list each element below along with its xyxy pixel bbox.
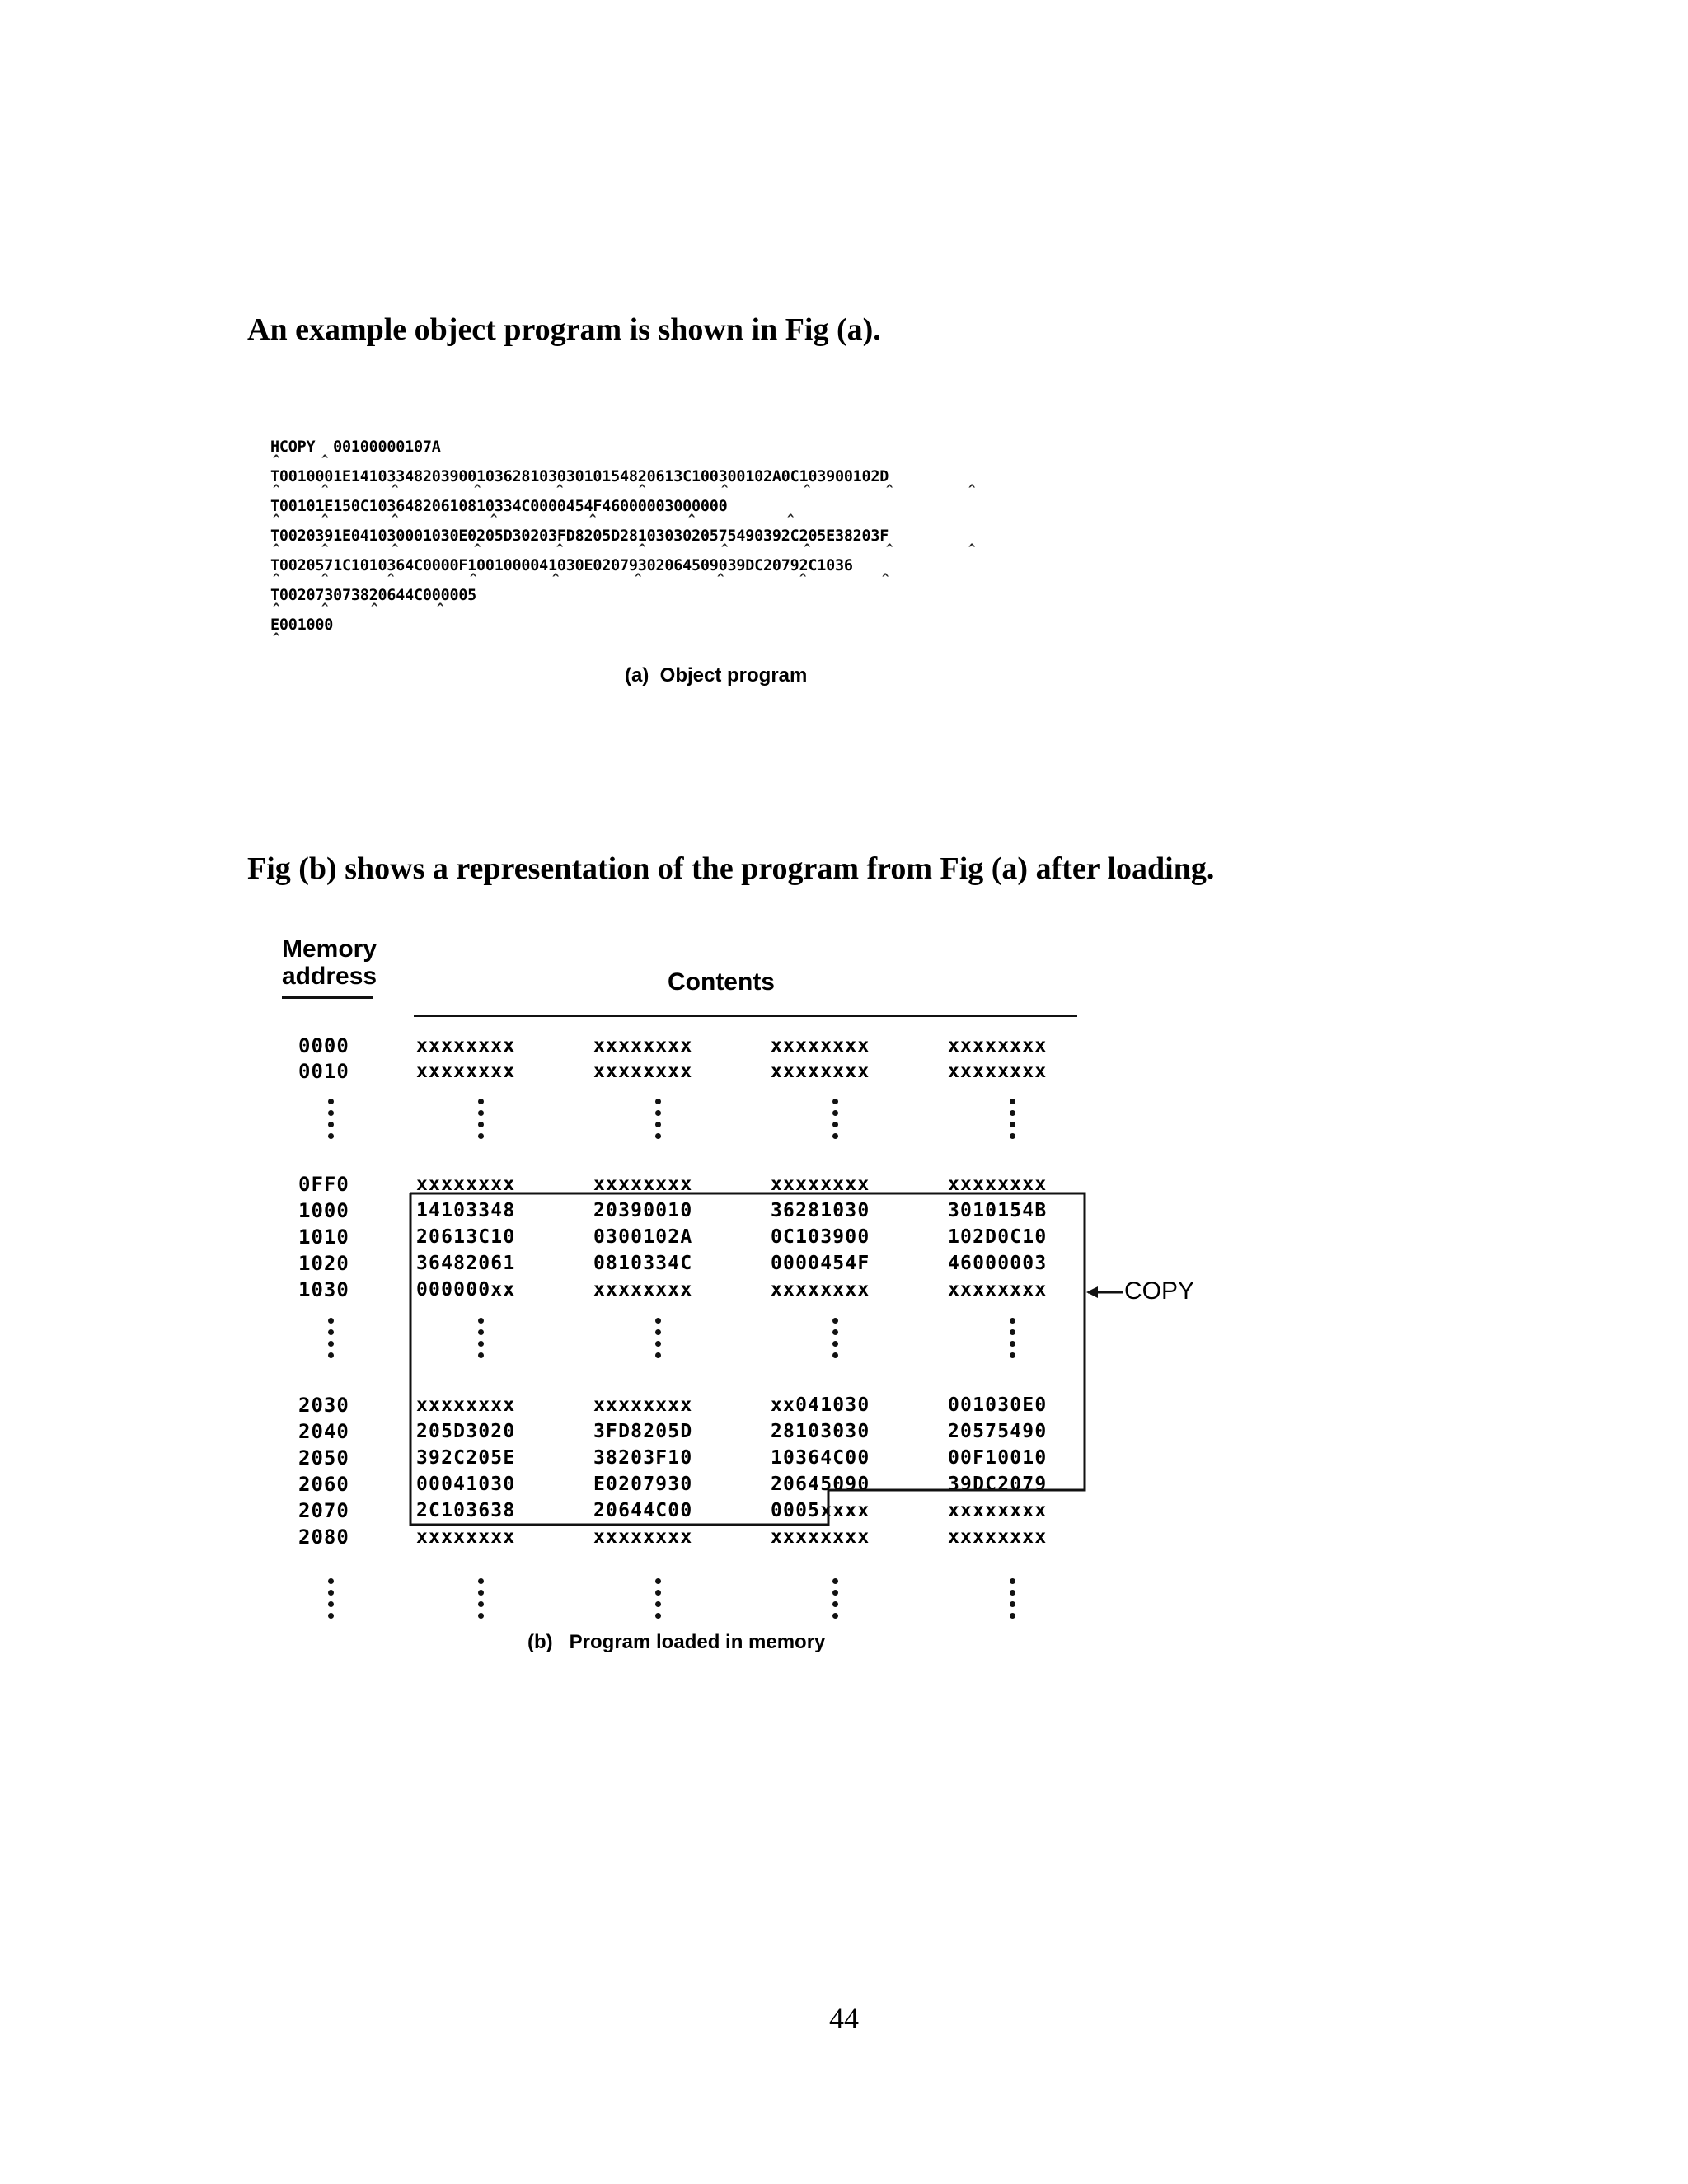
memory-address: 1030: [298, 1278, 349, 1301]
memory-address: 0FF0: [298, 1173, 349, 1196]
memory-cell: 46000003: [948, 1253, 1048, 1274]
caret-mark: ^: [968, 483, 976, 496]
memory-cell: 28103030: [771, 1421, 870, 1442]
memory-address: 0010: [298, 1060, 349, 1083]
memory-cell: xxxxxxxx: [593, 1061, 693, 1082]
object-record-text: T0010001E1410334820390010362810303010154820613C100300102A0C103900102D: [270, 468, 889, 485]
memory-cell: 14103348: [416, 1200, 516, 1221]
caret-mark: ^: [273, 453, 280, 466]
caret-mark: ^: [474, 483, 481, 496]
caret-mark: ^: [273, 513, 280, 526]
memory-address: 0000: [298, 1034, 349, 1057]
contents-header: Contents: [668, 968, 775, 996]
caret-mark: ^: [804, 542, 811, 555]
memory-cell: xxxxxxxx: [948, 1061, 1048, 1082]
figure-object-program: [264, 429, 1212, 701]
figure-a-caption: (a) Object program: [625, 664, 808, 687]
memory-cell: E0207930: [593, 1474, 693, 1495]
memory-cell: 3FD8205D: [593, 1421, 693, 1442]
memory-address: 1000: [298, 1199, 349, 1222]
memory-cell: xxxxxxxx: [416, 1061, 516, 1082]
memory-cell: 0810334C: [593, 1253, 693, 1274]
memory-address: 2070: [298, 1499, 349, 1522]
caret-mark: ^: [321, 602, 329, 615]
caret-mark: ^: [321, 542, 329, 555]
caret-mark: ^: [392, 542, 399, 555]
memory-cell: xxxxxxxx: [771, 1279, 870, 1301]
caret-mark: ^: [273, 542, 280, 555]
caret-mark: ^: [556, 483, 564, 496]
caret-mark: ^: [470, 572, 477, 585]
object-record-text: T00101E150C10364820610810334C0000454F46000003000000: [270, 498, 728, 515]
memory-cell: 39DC2079: [948, 1474, 1048, 1495]
memory-cell: xx041030: [771, 1394, 870, 1416]
caret-mark: ^: [273, 631, 280, 644]
caret-mark: ^: [273, 572, 280, 585]
memory-cell: 0005xxxx: [771, 1500, 870, 1521]
caret-mark: ^: [552, 572, 560, 585]
memory-cell: 0000454F: [771, 1253, 870, 1274]
caret-mark: ^: [721, 542, 729, 555]
memory-cell: xxxxxxxx: [416, 1526, 516, 1548]
program-outline: [264, 927, 1212, 1677]
figure-memory-map: [264, 927, 1212, 1677]
memory-cell: xxxxxxxx: [771, 1174, 870, 1195]
memory-cell: 205D3020: [416, 1421, 516, 1442]
copy-label: COPY: [1124, 1277, 1195, 1305]
copy-arrow-head: [1086, 1286, 1098, 1298]
memory-cell: 00041030: [416, 1474, 516, 1495]
memory-cell: xxxxxxxx: [593, 1526, 693, 1548]
memory-header-line1: Memory: [282, 935, 377, 963]
memory-cell: 36281030: [771, 1200, 870, 1221]
memory-cell: 20613C10: [416, 1226, 516, 1248]
caret-mark: ^: [392, 513, 399, 526]
caret-mark: ^: [589, 513, 597, 526]
copy-region-border: [410, 1193, 1085, 1525]
object-record-text: T0020391E041030001030E0205D30203FD8205D2810303020575490392C205E38203F: [270, 527, 889, 545]
page-number: 44: [829, 2002, 859, 2035]
memory-cell: xxxxxxxx: [593, 1279, 693, 1301]
memory-cell: xxxxxxxx: [416, 1174, 516, 1195]
memory-cell: 00F10010: [948, 1447, 1048, 1469]
caret-mark: ^: [886, 542, 893, 555]
memory-address: 2040: [298, 1420, 349, 1443]
memory-cell: 38203F10: [593, 1447, 693, 1469]
memory-cell: 102D0C10: [948, 1226, 1048, 1248]
memory-cell: xxxxxxxx: [948, 1279, 1048, 1301]
memory-cell: 2C103638: [416, 1500, 516, 1521]
memory-cell: xxxxxxxx: [593, 1035, 693, 1057]
memory-cell: 001030E0: [948, 1394, 1048, 1416]
object-record-text: T0020571C1010364C0000F1001000041030E02079302064509039DC20792C1036: [270, 557, 853, 574]
caret-mark: ^: [321, 483, 329, 496]
caret-mark: ^: [556, 542, 564, 555]
caret-mark: ^: [882, 572, 889, 585]
memory-cell: xxxxxxxx: [593, 1174, 693, 1195]
memory-header-line2: address: [282, 963, 377, 990]
caret-mark: ^: [787, 513, 795, 526]
caret-mark: ^: [387, 572, 395, 585]
memory-cell: xxxxxxxx: [416, 1035, 516, 1057]
memory-cell: 392C205E: [416, 1447, 516, 1469]
memory-cell: 0300102A: [593, 1226, 693, 1248]
caret-mark: ^: [688, 513, 696, 526]
memory-address: 1010: [298, 1226, 349, 1249]
figure-b-caption: (b) Program loaded in memory: [528, 1631, 826, 1653]
figure-b-paragraph: Fig (b) shows a representation of the program from Fig (a) after loading.: [247, 851, 1215, 886]
memory-cell: 20645090: [771, 1474, 870, 1495]
caret-mark: ^: [804, 483, 811, 496]
object-record-header: HCOPY 00100000107A: [270, 438, 441, 456]
memory-address: 2050: [298, 1446, 349, 1469]
caret-mark: ^: [321, 513, 329, 526]
memory-cell: xxxxxxxx: [948, 1526, 1048, 1548]
memory-cell: 3010154B: [948, 1200, 1048, 1221]
caret-mark: ^: [968, 542, 976, 555]
caret-mark: ^: [639, 483, 646, 496]
memory-cell: xxxxxxxx: [771, 1526, 870, 1548]
caret-mark: ^: [321, 572, 329, 585]
memory-cell: xxxxxxxx: [948, 1500, 1048, 1521]
memory-cell: xxxxxxxx: [416, 1394, 516, 1416]
caret-mark: ^: [474, 542, 481, 555]
memory-cell: xxxxxxxx: [771, 1035, 870, 1057]
memory-cell: 20575490: [948, 1421, 1048, 1442]
object-record-end: E001000: [270, 616, 334, 634]
memory-address: 2030: [298, 1394, 349, 1417]
memory-cell: 36482061: [416, 1253, 516, 1274]
memory-address: 2080: [298, 1526, 349, 1549]
caret-mark: ^: [717, 572, 724, 585]
memory-address: 2060: [298, 1473, 349, 1496]
caret-mark: ^: [321, 453, 329, 466]
memory-cell: 0C103900: [771, 1226, 870, 1248]
caret-mark: ^: [371, 602, 378, 615]
caret-mark: ^: [490, 513, 498, 526]
memory-cell: xxxxxxxx: [771, 1061, 870, 1082]
memory-cell: xxxxxxxx: [948, 1035, 1048, 1057]
memory-cell: 20644C00: [593, 1500, 693, 1521]
caret-mark: ^: [639, 542, 646, 555]
caret-mark: ^: [392, 483, 399, 496]
memory-address: 1020: [298, 1252, 349, 1275]
object-record-text: T002073073820644C000005: [270, 587, 477, 604]
memory-cell: 000000xx: [416, 1279, 516, 1301]
caret-mark: ^: [437, 602, 444, 615]
memory-cell: 10364C00: [771, 1447, 870, 1469]
memory-cell: xxxxxxxx: [948, 1174, 1048, 1195]
caret-mark: ^: [721, 483, 729, 496]
caret-mark: ^: [886, 483, 893, 496]
memory-cell: 20390010: [593, 1200, 693, 1221]
caret-mark: ^: [635, 572, 642, 585]
intro-paragraph: An example object program is shown in Fig (a).: [247, 312, 881, 347]
caret-mark: ^: [273, 483, 280, 496]
caret-mark: ^: [799, 572, 807, 585]
caret-mark: ^: [273, 602, 280, 615]
memory-cell: xxxxxxxx: [593, 1394, 693, 1416]
